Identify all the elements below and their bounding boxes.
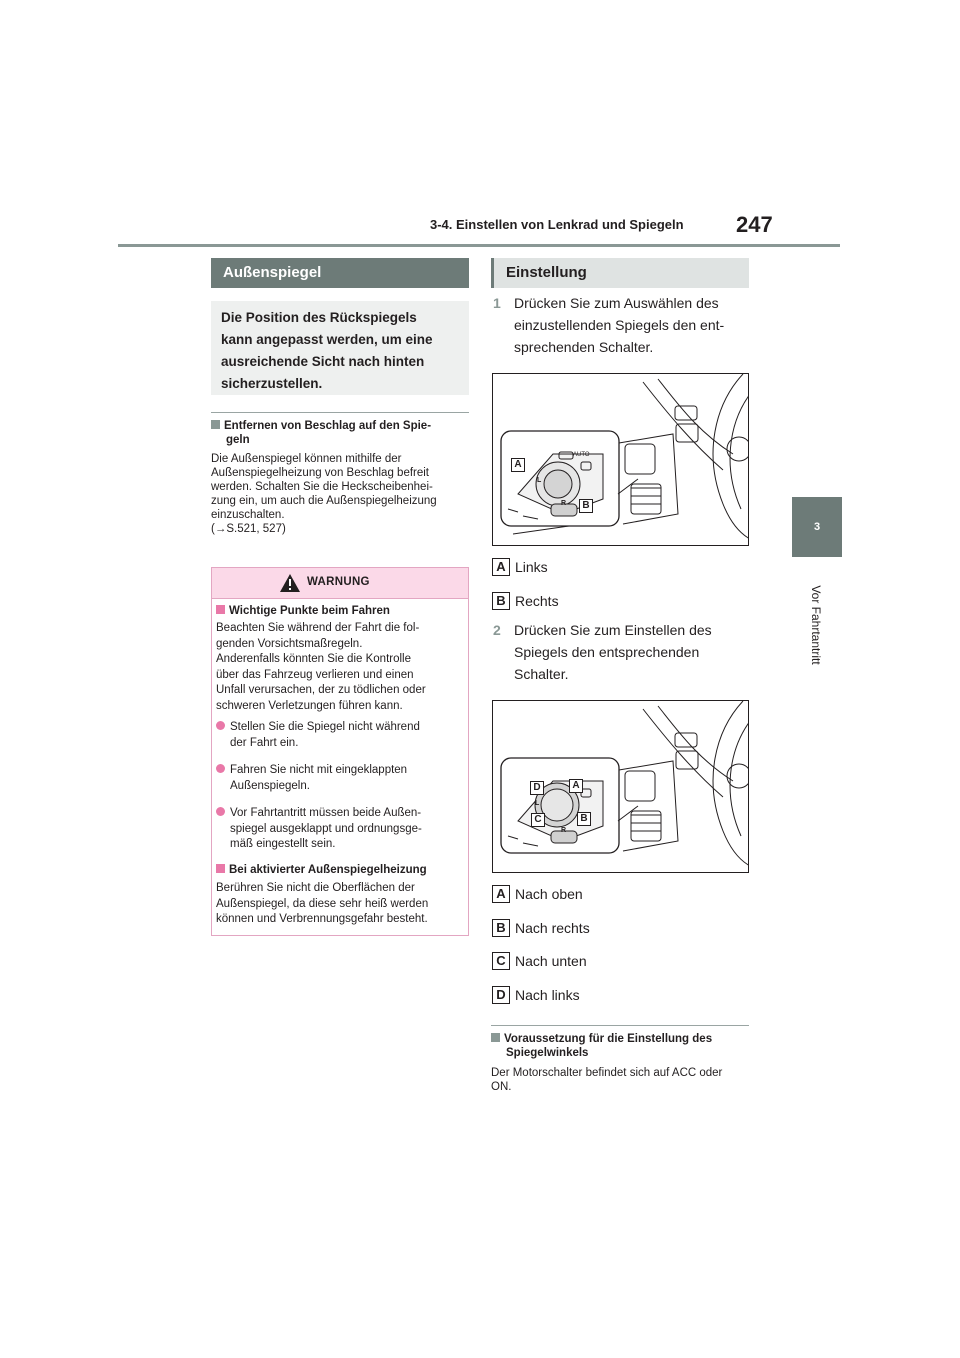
- figure-label-c: C: [531, 813, 545, 827]
- legend-text: Rechts: [515, 593, 559, 609]
- legend-key: B: [492, 919, 510, 937]
- bullet-line: Fahren Sie nicht mit eingeklappten: [230, 764, 408, 776]
- square-bullet-icon: [216, 605, 225, 614]
- bullet-dot-icon: [216, 764, 225, 773]
- warning-line: genden Vorsichtsmaßregeln.: [216, 637, 363, 650]
- warning-title: WARNUNG: [307, 576, 370, 588]
- legend-text: Links: [515, 559, 548, 575]
- legend-item-c: [492, 952, 692, 972]
- warning-section2-heading-text: Bei aktivierter Außenspiegelheizung: [229, 864, 427, 876]
- legend-item-d: [492, 986, 692, 1006]
- intro-line: Die Position des Rückspiegels: [221, 310, 417, 325]
- note-heading: [491, 1032, 753, 1060]
- figure-mirror-adjust-switch: [492, 700, 749, 873]
- warning-line: können und Verbrennungsgefahr besteht.: [216, 913, 428, 925]
- legend-text: Nach oben: [515, 886, 583, 902]
- legend-text: Nach links: [515, 987, 580, 1003]
- note-line: ON.: [491, 1081, 512, 1093]
- page-reference-link[interactable]: (→S.521, 527): [211, 523, 286, 535]
- bullet-line: Stellen Sie die Spiegel nicht während: [230, 721, 420, 733]
- intro-line: sicherzustellen.: [221, 376, 323, 391]
- defog-line: zung ein, um auch die Außenspiegelheizung: [211, 495, 437, 507]
- step-2: [493, 619, 763, 685]
- switch-label-auto: AUTO: [573, 452, 590, 458]
- warning-line: Beachten Sie während der Fahrt die fol-: [216, 622, 420, 634]
- switch-label-l: L: [535, 800, 540, 807]
- switch-label-l: L: [537, 477, 542, 484]
- chapter-label: [806, 570, 826, 680]
- warning-line: Berühren Sie nicht die Oberflächen der: [216, 882, 415, 894]
- header-section-title: 3-4. Einstellen von Lenkrad und Spiegeln: [430, 217, 684, 232]
- divider: [211, 412, 469, 413]
- bullet-line: Außenspiegeln.: [230, 779, 310, 792]
- defog-line: Außenspiegelheizung von Beschlag befreit: [211, 467, 430, 479]
- step-line: Drücken Sie zum Auswählen des: [514, 295, 719, 311]
- defog-line: einzuschalten.: [211, 509, 285, 521]
- section-title-aussenspiegel: Außenspiegel: [211, 258, 469, 288]
- warning-box: [211, 567, 469, 936]
- step-line: sprechenden Schalter.: [514, 339, 654, 355]
- step-number: 1: [493, 295, 501, 311]
- defog-body: [211, 452, 473, 536]
- square-bullet-icon: [216, 864, 225, 873]
- bullet-line: Vor Fahrtantritt müssen beide Außen-: [230, 807, 422, 819]
- note-heading-line: Spiegelwinkels: [506, 1047, 589, 1059]
- legend-key: C: [492, 952, 510, 970]
- warning-section1-heading-text: Wichtige Punkte beim Fahren: [229, 605, 390, 617]
- intro-line: ausreichende Sicht nach hinten: [221, 354, 425, 369]
- legend-text: Nach unten: [515, 953, 587, 969]
- warning-section2-body: [216, 881, 468, 928]
- step-line: Drücken Sie zum Einstellen des: [514, 622, 712, 638]
- note-heading-line: Voraussetzung für die Einstellung des: [504, 1033, 713, 1045]
- bullet-dot-icon: [216, 721, 225, 730]
- dashboard-illustration: [493, 374, 749, 546]
- warning-section2-heading: [216, 863, 466, 877]
- header-divider: [118, 244, 840, 247]
- intro-box: [211, 301, 469, 395]
- bullet-dot-icon: [216, 807, 225, 816]
- defog-line: Die Außenspiegel können mithilfe der: [211, 453, 402, 465]
- switch-label-r: R: [561, 500, 567, 507]
- legend-item-b: [492, 919, 692, 939]
- divider: [491, 1025, 749, 1026]
- legend-key: A: [492, 885, 510, 903]
- warning-bullet: [216, 763, 468, 794]
- warning-line: Anderenfalls könnten Sie die Kontrolle: [216, 653, 411, 665]
- legend-item-b: [492, 592, 692, 612]
- defog-line: werden. Schalten Sie die Heckscheibenhei-: [211, 481, 433, 493]
- bullet-line: mäß eingestellt sein.: [230, 838, 336, 850]
- chapter-label-text: Vor Fahrtantritt: [809, 585, 823, 665]
- intro-line: kann angepasst werden, um eine: [221, 332, 433, 347]
- page-number: 247: [736, 212, 773, 237]
- defog-heading-line: geln: [226, 434, 250, 446]
- step-1: [493, 292, 763, 358]
- figure-label-a: A: [511, 458, 525, 472]
- note-body: [491, 1066, 753, 1094]
- bullet-line: der Fahrt ein.: [230, 736, 299, 749]
- square-bullet-icon: [211, 420, 220, 429]
- legend-item-a: [492, 558, 692, 578]
- step-line: einzustellenden Spiegels den ent-: [514, 317, 725, 333]
- warning-section1-heading: [216, 604, 466, 618]
- warning-line: schweren Verletzungen führen kann.: [216, 699, 403, 712]
- legend-key: A: [492, 558, 510, 576]
- warning-header-rule: [212, 598, 468, 599]
- bullet-line: spiegel ausgeklappt und ordnungsge-: [230, 822, 422, 835]
- warning-line: Außenspiegel, da diese sehr heiß werden: [216, 897, 429, 910]
- warning-bullet: [216, 720, 468, 751]
- figure-label-d: D: [530, 781, 544, 795]
- step-line: Spiegels den entsprechenden: [514, 644, 700, 660]
- warning-line: Unfall verursachen, der zu tödlichen oder: [216, 684, 426, 696]
- warning-triangle-icon: [279, 573, 301, 593]
- legend-item-a: [492, 885, 692, 905]
- figure-label-b: B: [577, 812, 591, 826]
- defog-heading: [211, 419, 469, 447]
- switch-label-r: R: [561, 827, 567, 834]
- step-line: Schalter.: [514, 666, 569, 682]
- figure-label-b: B: [579, 499, 593, 513]
- square-bullet-icon: [491, 1033, 500, 1042]
- warning-line: über das Fahrzeug verlieren und einen: [216, 668, 414, 681]
- legend-key: B: [492, 592, 510, 610]
- warning-section1-body: [216, 621, 468, 714]
- figure-mirror-select-switch: [492, 373, 749, 546]
- legend-text: Nach rechts: [515, 920, 590, 936]
- note-line: Der Motorschalter befindet sich auf ACC oder: [491, 1067, 723, 1079]
- legend-key: D: [492, 986, 510, 1004]
- figure-label-a: A: [569, 779, 583, 793]
- section-title-einstellung: Einstellung: [491, 258, 749, 288]
- warning-bullet: [216, 806, 468, 853]
- defog-heading-line: Entfernen von Beschlag auf den Spie-: [224, 420, 432, 432]
- chapter-tab: 3: [792, 497, 842, 557]
- step-number: 2: [493, 622, 501, 638]
